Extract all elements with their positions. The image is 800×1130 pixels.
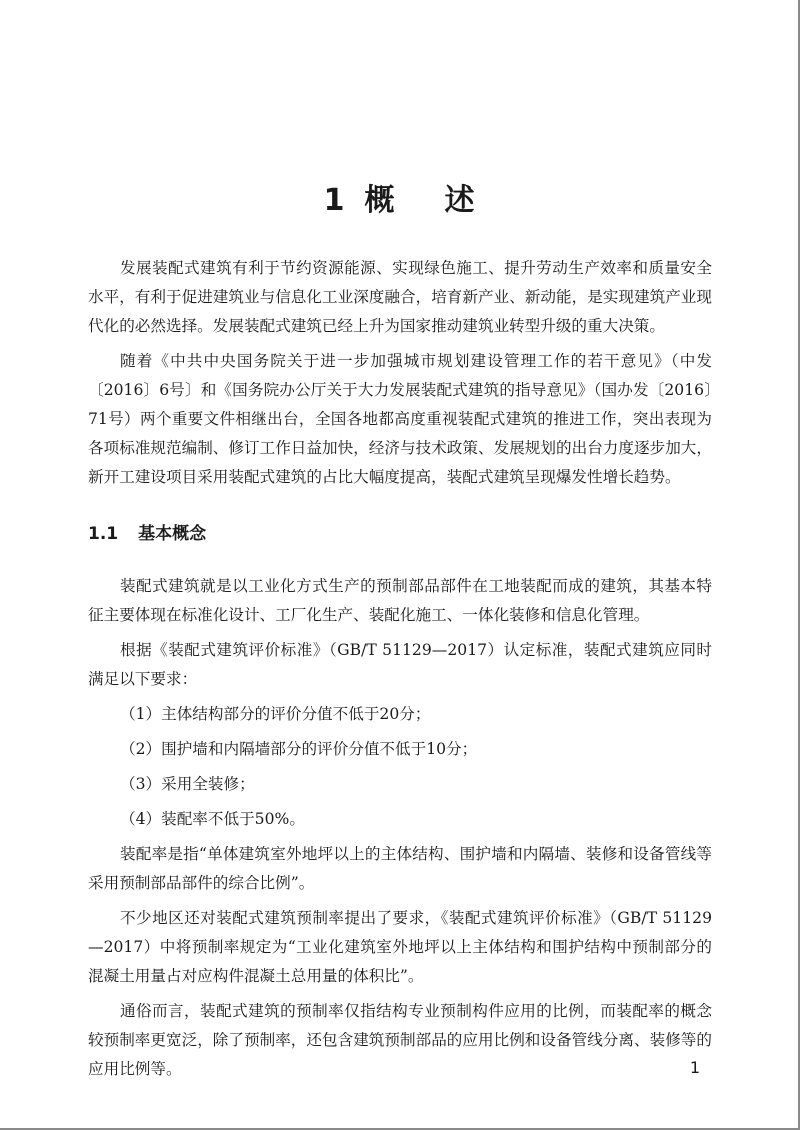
section-heading: [88, 519, 712, 544]
chapter-title-part1: 概: [364, 183, 397, 218]
section-number: 1.1: [88, 524, 119, 544]
body-text: [88, 254, 712, 1090]
paragraph: 通俗而言，装配式建筑的预制率仅指结构专业预制构件应用的比例，而装配率的概念较预制率更宽泛，除了预制率，还包含建筑预制部品的应用比例和设备管线分离、装修等的应用比例等。: [88, 1002, 712, 1078]
chapter-title-part2: 述: [444, 183, 477, 218]
requirement-item: （4）装配率不低于50%。: [120, 810, 305, 828]
paragraph: 不少地区还对装配式建筑预制率提出了要求，《装配式建筑评价标准》（GB/T 51129—2017）中将预制率规定为“工业化建筑室外地坪以上主体结构和围护结构中预制部分的混凝土用量占对应构件混凝土总用量的体积比”。: [88, 909, 712, 985]
requirement-item: （3）采用全装修；: [120, 775, 255, 793]
chapter-title: [0, 175, 800, 219]
paragraph: 发展装配式建筑有利于节约资源能源、实现绿色施工、提升劳动生产效率和质量安全水平，有利于促进建筑业与信息化工业深度融合，培育新产业、新动能，是实现建筑产业现代化的必然选择。发展装配式建筑已经上升为国家推动建筑业转型升级的重大决策。: [88, 259, 712, 335]
requirement-item: （2）围护墙和内隔墙部分的评价分值不低于10分；: [120, 740, 478, 758]
paragraph: 装配式建筑就是以工业化方式生产的预制部品部件在工地装配而成的建筑，其基本特征主要体现在标准化设计、工厂化生产、装配化施工、一体化装修和信息化管理。: [88, 577, 712, 624]
requirement-item: （1）主体结构部分的评价分值不低于20分；: [120, 705, 431, 723]
section-title: 基本概念: [138, 524, 207, 544]
paragraph: 装配率是指“单体建筑室外地坪以上的主体结构、围护墙和内隔墙、装修和设备管线等采用预制部品部件的综合比例”。: [88, 845, 712, 892]
paragraph: 随着《中共中央国务院关于进一步加强城市规划建设管理工作的若干意见》（中发〔2016〕6号〕和《国务院办公厅关于大力发展装配式建筑的指导意见》（国办发〔2016〕71号）两个重要文件相继出台，全国各地都高度重视装配式建筑的推进工作，突出表现为各项标准规范编制、修订工作日益加快，经济与技术政策、发展规划的出台力度逐步加大，新开工建设项目采用装配式建筑的占比大幅度提高，装配式建筑呈现爆发性增长趋势。: [88, 352, 712, 486]
page-number: 1: [689, 1058, 700, 1077]
chapter-number: 1: [323, 183, 347, 218]
paragraph: 根据《装配式建筑评价标准》（GB/T 51129—2017）认定标准，装配式建筑应同时满足以下要求：: [88, 641, 712, 688]
